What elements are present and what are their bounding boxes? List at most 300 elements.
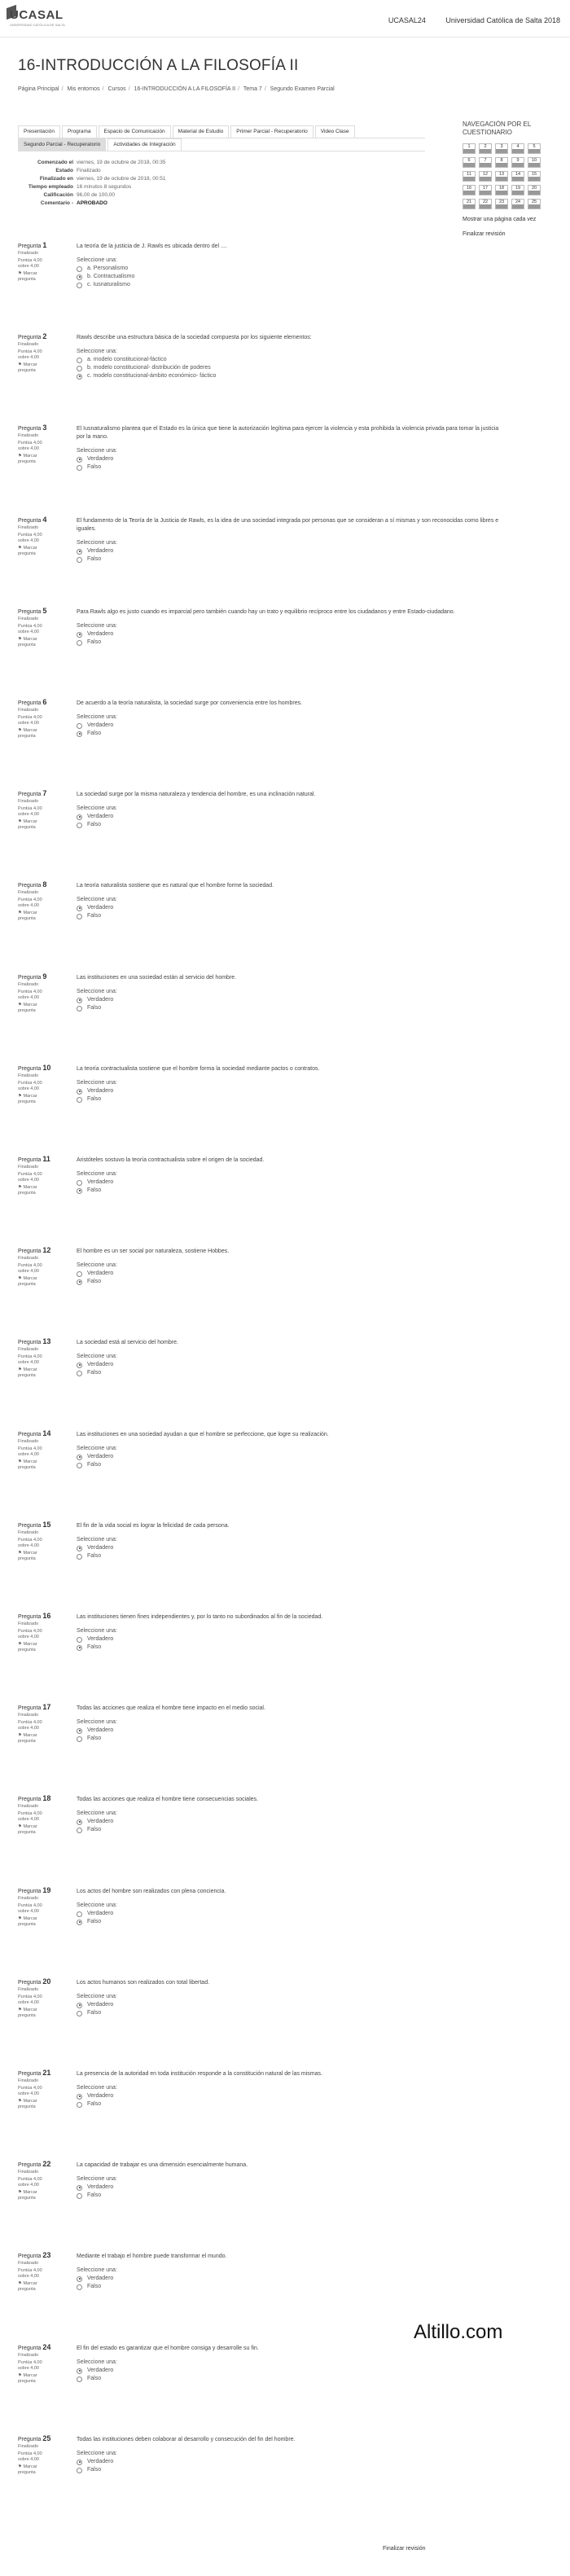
answer-radio[interactable]: [77, 2468, 82, 2473]
answer-radio[interactable]: [77, 2185, 82, 2191]
flag-question-link[interactable]: [18, 1551, 54, 1562]
answer-option[interactable]: [77, 1544, 500, 1552]
question-number: [18, 1613, 54, 1620]
answer-option[interactable]: [77, 722, 500, 730]
quiz-nav-button[interactable]: [511, 199, 524, 209]
question-number: [18, 1156, 54, 1163]
answer-option[interactable]: [77, 912, 500, 920]
answer-radio[interactable]: [77, 1463, 82, 1468]
answer-option[interactable]: [77, 1635, 500, 1643]
flag-question-label: Marcar pregunta: [18, 1551, 37, 1561]
question-score: Puntúa 4,00 sobre 4,00: [18, 1811, 42, 1822]
question-number: [18, 334, 54, 340]
answer-radio[interactable]: [77, 1736, 82, 1742]
answer-radio[interactable]: [77, 1089, 82, 1095]
question-status: Finalizado: [18, 1896, 39, 1901]
quiz-nav-status-bar: [512, 191, 524, 195]
answer-prompt: Seleccione una:: [77, 2176, 117, 2182]
summary-value: viernes, 19 de octubre de 2018, 00:35: [77, 160, 166, 165]
question-block: [18, 425, 555, 507]
answer-option[interactable]: [77, 1087, 500, 1095]
question-content: [77, 791, 500, 829]
answer-option[interactable]: [77, 630, 500, 639]
quiz-navigation-title: NAVEGACIÓN POR EL CUESTIONARIO: [463, 121, 532, 136]
flag-question-label: Marcar pregunta: [18, 454, 37, 464]
question-info: [18, 1065, 54, 1105]
answer-radio[interactable]: [77, 1828, 82, 1833]
quiz-nav-button[interactable]: [479, 171, 492, 182]
quiz-nav-button[interactable]: [463, 143, 476, 154]
answer-option-label: Verdadero: [87, 2093, 114, 2099]
question-number-value: 4: [42, 516, 47, 524]
answer-radio[interactable]: [77, 814, 82, 820]
answer-option[interactable]: [77, 2092, 500, 2100]
flag-question-link[interactable]: [18, 637, 54, 648]
question-block: [18, 1156, 555, 1238]
answer-radio[interactable]: [77, 2094, 82, 2100]
answer-option[interactable]: [77, 1461, 500, 1469]
tab-comunicacion[interactable]: Espacio de Comunicación: [99, 125, 171, 138]
flag-question-label: Marcar pregunta: [18, 2008, 37, 2018]
question-label: Pregunta: [18, 1797, 42, 1802]
question-number: [18, 882, 54, 889]
question-number-value: 2: [42, 332, 47, 340]
answer-radio[interactable]: [77, 1371, 82, 1376]
flag-icon: ⚑: [18, 637, 22, 642]
tab-primer-parcial[interactable]: Primer Parcial - Recuperatorio: [230, 125, 313, 138]
answer-radio[interactable]: [77, 2102, 82, 2108]
answer-option[interactable]: [77, 1004, 500, 1012]
question-score: Puntúa 4,00 sobre 4,00: [18, 1081, 42, 1091]
answer-option[interactable]: [77, 2466, 500, 2474]
answer-option[interactable]: [77, 2192, 500, 2200]
answer-option[interactable]: [77, 1369, 500, 1377]
quiz-nav-button[interactable]: [495, 171, 508, 182]
tab-programa[interactable]: Programa: [62, 125, 97, 138]
question-text: La capacidad de trabajar es una dimensión esencialmente humana.: [77, 2162, 248, 2168]
question-label: Pregunta: [18, 244, 42, 249]
question-status: Finalizado: [18, 2353, 39, 2358]
flag-question-link[interactable]: [18, 1642, 54, 1653]
question-content: [77, 2436, 500, 2474]
flag-question-link[interactable]: [18, 2373, 54, 2385]
answer-radio[interactable]: [77, 1363, 82, 1368]
summary-row: [18, 168, 213, 173]
answer-option[interactable]: [77, 281, 500, 289]
answer-radio[interactable]: [77, 914, 82, 919]
breadcrumb-item[interactable]: Tema 7: [243, 86, 262, 92]
answer-option[interactable]: [77, 821, 500, 829]
question-content: [77, 2345, 500, 2383]
question-block: [18, 1065, 555, 1147]
answer-radio[interactable]: [77, 1188, 82, 1194]
tab-material[interactable]: Material de Estudio: [173, 125, 230, 138]
question-label: Pregunta: [18, 792, 42, 797]
question-content: [77, 2161, 500, 2200]
answer-radio[interactable]: [77, 557, 82, 563]
quiz-nav-status-bar: [463, 163, 475, 167]
quiz-nav-button[interactable]: [479, 199, 492, 209]
answer-radio[interactable]: [77, 2368, 82, 2374]
answer-option[interactable]: [77, 1095, 500, 1104]
quiz-nav-button[interactable]: [463, 185, 476, 195]
answer-option[interactable]: [77, 547, 500, 555]
question-block: [18, 791, 555, 872]
answer-radio[interactable]: [77, 465, 82, 471]
summary-value: 16 minutos 8 segundos: [77, 184, 132, 190]
flag-icon: ⚑: [18, 1916, 22, 1921]
answer-radio[interactable]: [77, 283, 82, 288]
question-label: Pregunta: [18, 2346, 42, 2351]
flag-icon: ⚑: [18, 1459, 22, 1464]
quiz-nav-number: 18: [498, 186, 505, 191]
flag-question-label: Marcar pregunta: [18, 1733, 37, 1744]
question-content: [77, 882, 500, 920]
quiz-nav-button[interactable]: [479, 143, 492, 154]
question-status: Finalizado: [18, 617, 39, 621]
question-label: Pregunta: [18, 1432, 42, 1437]
answer-option-label: Verdadero: [87, 456, 114, 462]
flag-question-link[interactable]: [18, 2464, 54, 2476]
answer-radio[interactable]: [77, 274, 82, 280]
answer-option[interactable]: [77, 1178, 500, 1187]
answer-radio[interactable]: [77, 723, 82, 729]
answer-prompt: Seleccione una:: [77, 448, 117, 454]
summary-value: APROBADO: [77, 200, 107, 206]
answer-option[interactable]: [77, 364, 500, 372]
answer-option[interactable]: [77, 2283, 500, 2291]
flag-question-link[interactable]: [18, 1003, 54, 1014]
question-info: [18, 2345, 54, 2385]
quiz-nav-number: 2: [484, 144, 487, 149]
flag-question-link[interactable]: [18, 819, 54, 831]
answer-radio[interactable]: [77, 998, 82, 1003]
quiz-nav-button[interactable]: [528, 171, 541, 182]
question-number: [18, 608, 54, 615]
question-status: Finalizado: [18, 342, 39, 347]
question-info: [18, 425, 54, 465]
answer-radio[interactable]: [77, 640, 82, 646]
quiz-nav-button[interactable]: [511, 185, 524, 195]
question-info: [18, 1613, 54, 1653]
answer-radio[interactable]: [77, 1279, 82, 1285]
answer-option-label: Falso: [87, 822, 102, 827]
breadcrumb-item[interactable]: Página Principal: [18, 86, 59, 92]
answer-option-label: Verdadero: [87, 2368, 114, 2373]
tab-video-clase[interactable]: Video Clase: [315, 125, 355, 138]
answer-option-label: Falso: [87, 1736, 102, 1741]
answer-option[interactable]: [77, 1187, 500, 1195]
quiz-nav-button[interactable]: [511, 157, 524, 168]
question-label: Pregunta: [18, 426, 42, 432]
answer-option[interactable]: [77, 2275, 500, 2283]
answer-option[interactable]: [77, 904, 500, 912]
question-number-value: 12: [42, 1246, 51, 1254]
answer-option-label: Verdadero: [87, 1911, 114, 1916]
flag-question-label: Marcar pregunta: [18, 2464, 37, 2475]
question-block: [18, 882, 555, 963]
answer-radio[interactable]: [77, 2284, 82, 2290]
answer-option[interactable]: [77, 1918, 500, 1926]
flag-question-label: Marcar pregunta: [18, 1276, 37, 1287]
flag-icon: ⚑: [18, 2099, 22, 2104]
breadcrumb-item[interactable]: Segundo Examen Parcial: [270, 86, 335, 92]
answer-option-label: Verdadero: [87, 2275, 114, 2281]
quiz-nav-number: 19: [515, 186, 521, 191]
answer-radio[interactable]: [77, 358, 82, 363]
answer-option[interactable]: [77, 1453, 500, 1461]
flag-question-link[interactable]: [18, 362, 54, 374]
flag-question-link[interactable]: [18, 911, 54, 922]
question-block: [18, 1705, 555, 1786]
answer-radio[interactable]: [77, 366, 82, 371]
answer-option[interactable]: [77, 1270, 500, 1278]
answer-option-label: Falso: [87, 464, 102, 470]
flag-question-label: Marcar pregunta: [18, 1459, 37, 1470]
answer-option[interactable]: [77, 639, 500, 647]
question-block: [18, 2436, 555, 2517]
answer-option-label: Falso: [87, 1827, 102, 1832]
flag-question-label: Marcar pregunta: [18, 1642, 37, 1652]
answer-radio[interactable]: [77, 549, 82, 555]
flag-question-link[interactable]: [18, 2190, 54, 2201]
answer-option[interactable]: [77, 1818, 500, 1826]
flag-question-link[interactable]: [18, 1733, 54, 1744]
logo[interactable]: [7, 3, 65, 31]
answer-option[interactable]: [77, 1910, 500, 1918]
answer-option[interactable]: [77, 265, 500, 273]
question-text: Los actos humanos son realizados con total libertad.: [77, 1980, 210, 1986]
answer-option[interactable]: [77, 372, 500, 380]
top-link-university[interactable]: Universidad Católica de Salta 2018: [445, 16, 560, 24]
question-number-value: 21: [42, 2069, 51, 2077]
flag-question-label: Marcar pregunta: [18, 1003, 37, 1013]
flag-question-link[interactable]: [18, 2008, 54, 2019]
question-content: [77, 1065, 500, 1104]
question-info: [18, 1522, 54, 1562]
question-text: El fin del estado es garantizar que el hombre consiga y desarrolle su fin.: [77, 2346, 259, 2351]
answer-radio[interactable]: [77, 632, 82, 638]
flag-icon: ⚑: [18, 271, 22, 276]
quiz-nav-status-bar: [512, 163, 524, 167]
question-info: [18, 1339, 54, 1379]
answer-radio[interactable]: [77, 1637, 82, 1643]
answer-option-label: Falso: [87, 2101, 102, 2107]
question-status: Finalizado: [18, 2261, 39, 2266]
question-text: Aristóteles sostuvo la teoría contractualista sobre el origen de la sociedad.: [77, 1157, 265, 1163]
tab-presentacion[interactable]: Presentación: [18, 125, 60, 138]
quiz-nav-button[interactable]: [495, 199, 508, 209]
answer-radio[interactable]: [77, 1097, 82, 1103]
answer-option[interactable]: [77, 996, 500, 1004]
answer-radio[interactable]: [77, 1920, 82, 1925]
answer-radio[interactable]: [77, 2376, 82, 2382]
flag-question-label: Marcar pregunta: [18, 2373, 37, 2384]
answer-radio[interactable]: [77, 1728, 82, 1734]
answer-radio[interactable]: [77, 1006, 82, 1012]
answer-radio[interactable]: [77, 1645, 82, 1651]
answer-radio[interactable]: [77, 1180, 82, 1186]
answer-option-label: Verdadero: [87, 997, 114, 1003]
quiz-nav-button[interactable]: [511, 171, 524, 182]
quiz-nav-button[interactable]: [528, 157, 541, 168]
answer-option-label: Verdadero: [87, 1270, 114, 1276]
answer-radio[interactable]: [77, 2003, 82, 2008]
quiz-nav-button[interactable]: [528, 185, 541, 195]
answer-option[interactable]: [77, 1278, 500, 1286]
flag-question-link[interactable]: [18, 1367, 54, 1379]
question-number: [18, 700, 54, 706]
answer-option-label: Falso: [87, 2284, 102, 2289]
quiz-nav-number: 5: [533, 144, 536, 149]
answer-option-label: Falso: [87, 2010, 102, 2016]
quiz-nav-button[interactable]: [463, 157, 476, 168]
quiz-nav-button[interactable]: [528, 143, 541, 154]
breadcrumb-item[interactable]: Mis entornos: [67, 86, 100, 92]
answer-radio[interactable]: [77, 457, 82, 463]
answer-radio[interactable]: [77, 2011, 82, 2016]
question-label: Pregunta: [18, 975, 42, 981]
answer-prompt: Seleccione una:: [77, 349, 117, 354]
flag-question-link[interactable]: [18, 1276, 54, 1288]
finish-review-bottom-link[interactable]: Finalizar revisión: [383, 2546, 426, 2552]
quiz-nav-button[interactable]: [495, 143, 508, 154]
question-content: [77, 2070, 500, 2109]
answer-radio[interactable]: [77, 823, 82, 828]
breadcrumb-item[interactable]: Cursos: [107, 86, 126, 92]
question-text: La teoría de la justicia de J. Rawls es ubicada dentro del ....: [77, 244, 227, 249]
answer-option-label: b. Contractualismo: [87, 274, 135, 279]
question-score: Puntúa 4,00 sobre 4,00: [18, 2268, 42, 2279]
flag-question-label: Marcar pregunta: [18, 819, 37, 830]
answer-option[interactable]: [77, 455, 500, 463]
answer-option[interactable]: [77, 273, 500, 281]
flag-question-link[interactable]: [18, 2099, 54, 2110]
flag-question-link[interactable]: [18, 271, 54, 283]
question-content: [77, 1796, 500, 1834]
question-text: Todas las acciones que realiza el hombre tiene consecuencias sociales.: [77, 1797, 258, 1802]
answer-radio[interactable]: [77, 266, 82, 272]
answer-radio[interactable]: [77, 2193, 82, 2199]
answer-radio[interactable]: [77, 1546, 82, 1551]
answer-option[interactable]: [77, 2458, 500, 2466]
quiz-nav-button[interactable]: [495, 185, 508, 195]
answer-option-label: Falso: [87, 1279, 102, 1284]
show-one-page-link[interactable]: Mostrar una página cada vez: [463, 217, 537, 222]
question-number-value: 5: [42, 607, 47, 615]
flag-question-link[interactable]: [18, 1824, 54, 1836]
answer-option[interactable]: [77, 730, 500, 738]
answer-radio[interactable]: [77, 731, 82, 737]
question-text: Las instituciones en una sociedad ayudan a que el hombre se perfeccione, que logre su realización.: [77, 1432, 329, 1437]
answer-option-label: Verdadero: [87, 548, 114, 554]
answer-prompt: Seleccione una:: [77, 1446, 117, 1451]
answer-option[interactable]: [77, 1643, 500, 1652]
question-content: [77, 1705, 500, 1743]
flag-question-link[interactable]: [18, 2281, 54, 2293]
answer-radio[interactable]: [77, 1819, 82, 1825]
question-score: Puntúa 4,00 sobre 4,00: [18, 897, 42, 908]
answer-option[interactable]: [77, 2009, 500, 2017]
answer-option[interactable]: [77, 356, 500, 364]
answer-option-label: Verdadero: [87, 1179, 114, 1185]
answer-option[interactable]: [77, 1552, 500, 1560]
flag-question-link[interactable]: [18, 546, 54, 557]
flag-question-link[interactable]: [18, 1094, 54, 1105]
answer-radio[interactable]: [77, 1554, 82, 1560]
answer-option[interactable]: [77, 1826, 500, 1834]
flag-question-link[interactable]: [18, 1916, 54, 1928]
flag-question-link[interactable]: [18, 1185, 54, 1196]
question-number-value: 19: [42, 1886, 51, 1894]
answer-radio[interactable]: [77, 1455, 82, 1460]
quiz-nav-number: 1: [467, 144, 471, 149]
quiz-nav-button[interactable]: [479, 157, 492, 168]
question-content: [77, 1156, 500, 1195]
finish-review-link[interactable]: Finalizar revisión: [463, 231, 506, 237]
answer-option[interactable]: [77, 555, 500, 564]
quiz-nav-number: 7: [484, 158, 487, 163]
question-label: Pregunta: [18, 518, 42, 524]
answer-option[interactable]: [77, 1727, 500, 1735]
question-number: [18, 2253, 54, 2259]
answer-option[interactable]: [77, 2375, 500, 2383]
answer-prompt: Seleccione una:: [77, 897, 117, 902]
answer-radio[interactable]: [77, 1911, 82, 1917]
answer-radio[interactable]: [77, 2460, 82, 2465]
question-number-value: 22: [42, 2160, 51, 2168]
answer-radio[interactable]: [77, 906, 82, 911]
breadcrumb-item[interactable]: 16-INTRODUCCIÓN A LA FILOSOFÍA II: [134, 86, 236, 92]
answer-option[interactable]: [77, 2001, 500, 2009]
flag-icon: ⚑: [18, 1094, 22, 1099]
answer-option-label: Falso: [87, 2467, 102, 2473]
answer-option[interactable]: [77, 1361, 500, 1369]
answer-option[interactable]: [77, 2100, 500, 2109]
quiz-nav-button[interactable]: [479, 185, 492, 195]
answer-option[interactable]: [77, 2367, 500, 2375]
quiz-nav-status-bar: [463, 149, 475, 153]
answer-option[interactable]: [77, 1735, 500, 1743]
answer-option[interactable]: [77, 813, 500, 821]
quiz-nav-button[interactable]: [495, 157, 508, 168]
top-link-ucasal24[interactable]: UCASAL24: [388, 16, 426, 24]
quiz-nav-button[interactable]: [463, 171, 476, 182]
question-status: Finalizado: [18, 2444, 39, 2449]
answer-option[interactable]: [77, 2183, 500, 2192]
answer-radio[interactable]: [77, 374, 82, 380]
quiz-nav-button[interactable]: [528, 199, 541, 209]
flag-question-link[interactable]: [18, 454, 54, 465]
answer-radio[interactable]: [77, 2276, 82, 2282]
tab-integracion[interactable]: Actividades de Integración: [107, 138, 181, 151]
answer-option-label: Falso: [87, 556, 102, 562]
flag-icon: ⚑: [18, 2190, 22, 2195]
question-number: [18, 2070, 54, 2077]
question-score: Puntúa 4,00 sobre 4,00: [18, 990, 42, 1000]
flag-question-label: Marcar pregunta: [18, 1824, 37, 1835]
answer-radio[interactable]: [77, 1271, 82, 1277]
question-text: La sociedad surge por la misma naturaleza y tendencia del hombre, es una inclinación natural.: [77, 792, 316, 797]
quiz-nav-number: 3: [500, 144, 503, 149]
answer-option[interactable]: [77, 463, 500, 472]
answer-option-label: Verdadero: [87, 2002, 114, 2008]
flag-question-link[interactable]: [18, 728, 54, 739]
tab-segundo-parcial[interactable]: Segundo Parcial - Recuperatorio: [18, 138, 106, 151]
flag-question-link[interactable]: [18, 1459, 54, 1471]
quiz-nav-button[interactable]: [463, 199, 476, 209]
quiz-nav-button[interactable]: [511, 143, 524, 154]
